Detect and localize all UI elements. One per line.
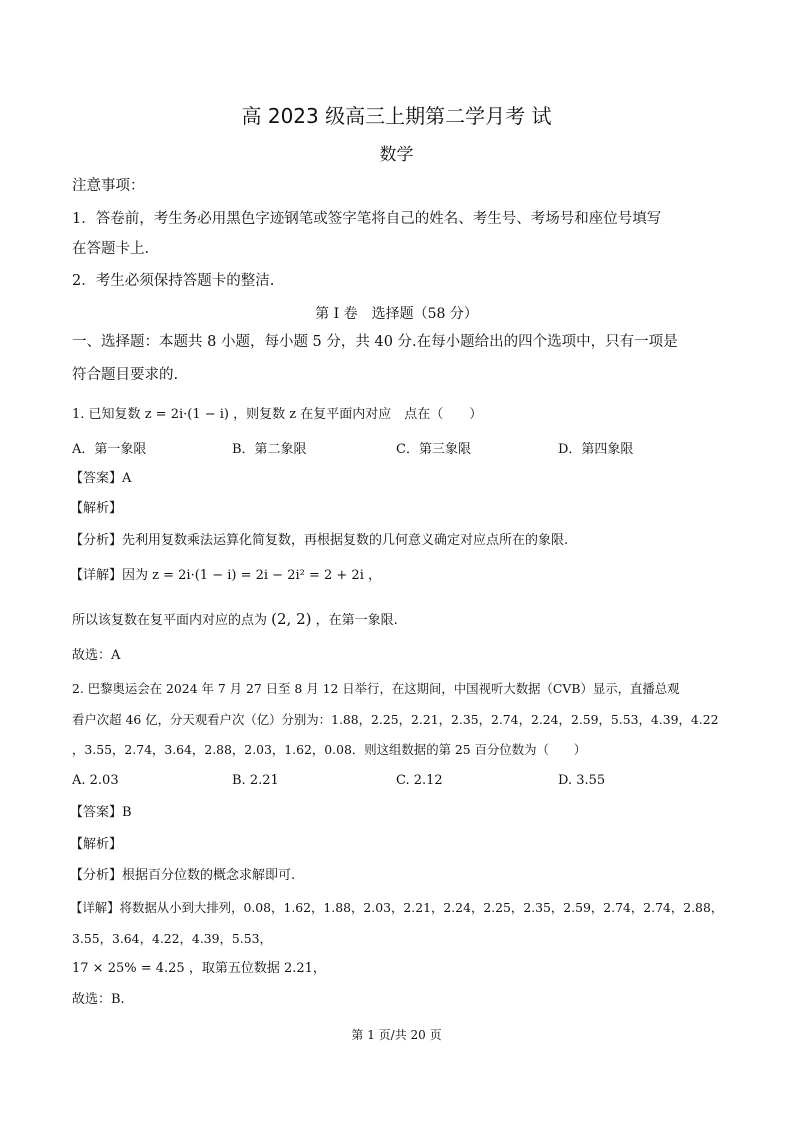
q2-analysis: 【分析】根据百分位数的概念求解即可. <box>70 868 296 883</box>
q1-answer: 【答案】A <box>70 471 132 486</box>
q2-option-b: B. 2.21 <box>232 773 279 788</box>
q1-choose: 故选：A <box>72 648 121 663</box>
q1-detail-prefix: 【详解】因为 <box>70 568 149 583</box>
notice-heading: 注意事项： <box>72 178 145 194</box>
q2-option-c: C. 2.12 <box>396 773 443 788</box>
section-title: 第 I 卷 选择题（58 分） <box>315 306 478 322</box>
q2-analysis-tag: 【解析】 <box>70 837 123 852</box>
q1-option-d: D．第四象限 <box>558 442 634 457</box>
q1-stem-suffix: ，则复数 z 在复平面内对应 点在（ ） <box>233 407 483 422</box>
q2-option-d: D. 3.55 <box>558 773 606 788</box>
subject-title: 数学 <box>379 145 414 165</box>
page-footer: 第 1 页/共 20 页 <box>351 1028 442 1042</box>
q1-conclusion-suffix: ，在第一象限. <box>315 613 398 628</box>
q1-conclusion-point: (2, 2) <box>271 610 312 628</box>
q2-choose: 故选：B. <box>72 992 125 1007</box>
q1-analysis: 【分析】先利用复数乘法运算化简复数，再根据复数的几何意义确定对应点所在的象限. <box>70 533 569 548</box>
q1-conclusion <box>72 610 398 630</box>
q1-detail-suffix: ， <box>368 568 382 583</box>
q2-stem-line-2: 看户次超 46 亿，分天观看户次（亿）分别为：1.88，2.25，2.21，2.35，2.74，2.24，2.59，5.53，4.39，4.22 <box>72 712 719 727</box>
q2-stem-line-1: 2. 巴黎奥运会在 2024 年 7 月 27 日至 8 月 12 日举行，在这期间，中国视听大数据（CVB）显示，直播总观 <box>72 681 680 696</box>
q1-stem-formula: z = 2i·(1 − i) <box>144 407 229 422</box>
notice-item-1-cont: 在答题卡上. <box>72 241 150 257</box>
q1-option-c: C．第三象限 <box>396 442 471 457</box>
q1-stem-prefix: 1. 已知复数 <box>72 407 141 422</box>
q1-detail-formula: z = 2i·(1 − i) = 2i − 2i² = 2 + 2i <box>152 568 364 583</box>
q2-calc-formula: 17 × 25% = 4.25 <box>72 961 185 976</box>
q1-option-b: B．第二象限 <box>232 442 307 457</box>
q1-analysis-tag: 【解析】 <box>70 501 123 516</box>
exam-title: 高 2023 级高三上期第二学月考 试 <box>241 104 552 128</box>
q2-stem-line-3: ，3.55，2.74，3.64，2.88，2.03，1.62，0.08．则这组数据的第 25 百分位数为（ ） <box>72 742 587 757</box>
q2-detail-line-2: 3.55，3.64，4.22，4.39，5.53， <box>72 931 272 946</box>
section-intro-cont: 符合题目要求的. <box>72 367 179 383</box>
notice-item-2: 2．考生必须保持答题卡的整洁. <box>72 273 275 289</box>
q2-option-a: A. 2.03 <box>72 773 119 788</box>
q2-detail-line-1: 【详解】将数据从小到大排列，0.08，1.62，1.88，2.03，2.21，2.24，2.25，2.35，2.59，2.74，2.74，2.88， <box>70 900 724 915</box>
q1-stem <box>72 406 482 424</box>
q2-calc-suffix: ，取第五位数据 2.21， <box>188 961 326 976</box>
q1-conclusion-prefix: 所以该复数在复平面内对应的点为 <box>72 613 268 628</box>
q1-option-a: A．第一象限 <box>72 442 147 457</box>
section-intro: 一、选择题：本题共 8 小题，每小题 5 分，共 40 分.在每小题给出的四个选项中，只有一项是 <box>72 334 678 350</box>
q1-detail <box>70 567 381 585</box>
notice-item-1: 1．答卷前，考生务必用黑色字迹钢笔或签字笔将自己的姓名、考生号、考场号和座位号填写 <box>72 211 662 227</box>
q2-answer: 【答案】B <box>70 805 132 820</box>
q2-calc <box>72 960 326 978</box>
